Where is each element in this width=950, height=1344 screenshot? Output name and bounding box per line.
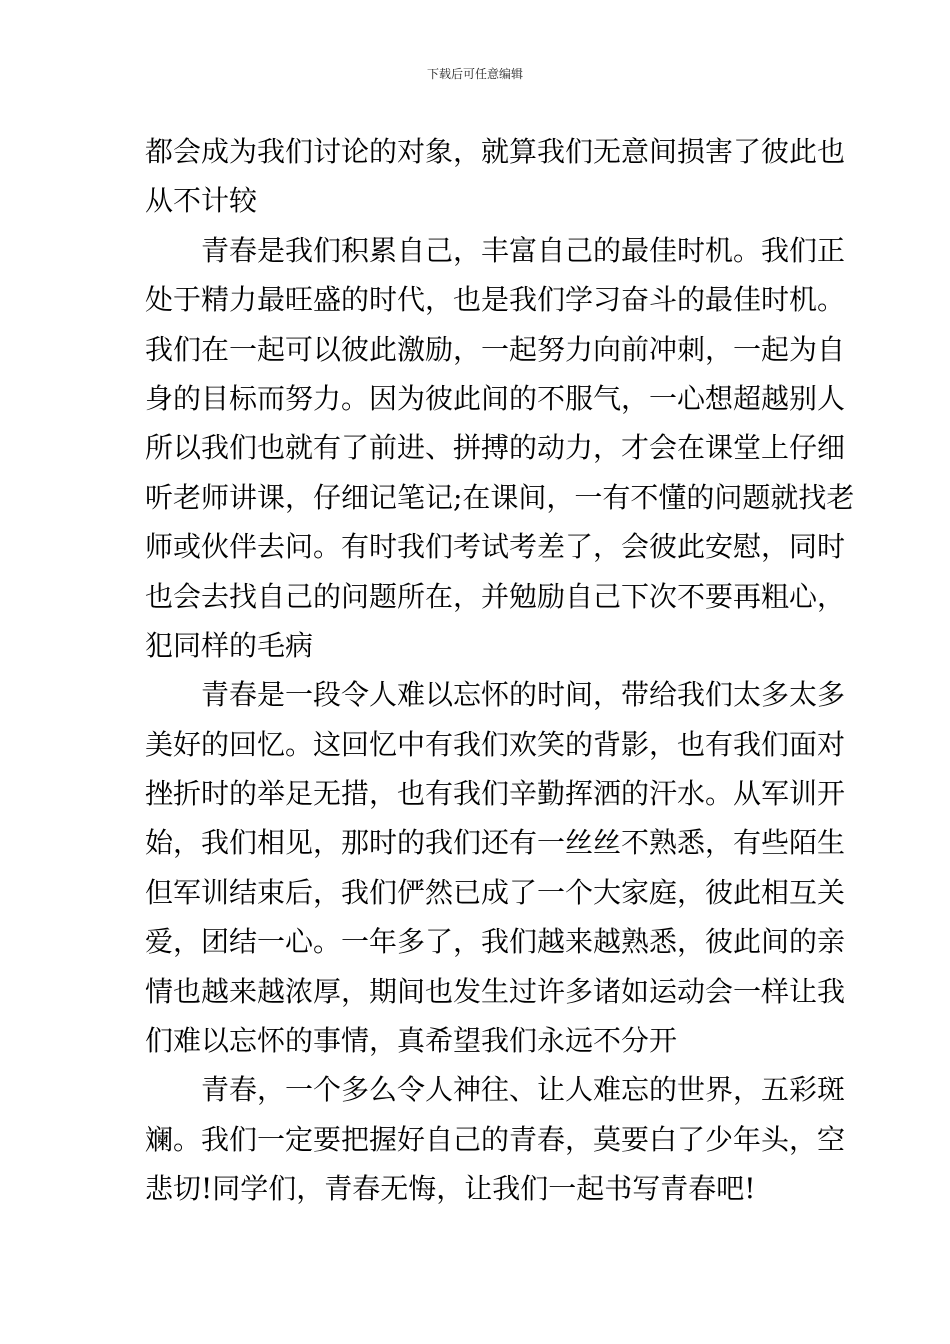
text-line: 斓。我们一定要把握好自己的青春，莫要白了少年头，空	[145, 1122, 846, 1156]
text-line: 身的目标而努力。因为彼此间的不服气，一心想超越别人	[145, 381, 846, 415]
page-header: 下载后可任意编辑	[426, 67, 523, 81]
text-line: 始，我们相见，那时的我们还有一丝丝不熟悉，有些陌生	[145, 826, 846, 860]
text-line: 青春，一个多么令人神往、让人难忘的世界，五彩斑	[201, 1073, 846, 1107]
text-line: 但军训结束后，我们俨然已成了一个大家庭，彼此相互关	[145, 875, 846, 909]
text-line: 也会去找自己的问题所在，并勉励自己下次不要再粗心，	[145, 579, 846, 613]
text-line: 师或伙伴去问。有时我们考试考差了，会彼此安慰，同时	[145, 530, 846, 564]
text-line: 美好的回忆。这回忆中有我们欢笑的背影，也有我们面对	[145, 727, 846, 761]
text-line: 爱，团结一心。一年多了，我们越来越熟悉，彼此间的亲	[145, 925, 846, 959]
text-line: 我们在一起可以彼此激励，一起努力向前冲刺，一起为自	[145, 332, 846, 366]
text-line: 悲切!同学们，青春无悔，让我们一起书写青春吧!	[145, 1172, 756, 1206]
text-line: 处于精力最旺盛的时代，也是我们学习奋斗的最佳时机。	[145, 283, 846, 317]
text-line: 青春是一段令人难以忘怀的时间，带给我们太多太多	[201, 678, 846, 712]
text-line: 犯同样的毛病	[145, 628, 314, 662]
document-body	[145, 127, 855, 1214]
text-line: 都会成为我们讨论的对象，就算我们无意间损害了彼此也	[145, 135, 846, 168]
text-line: 听老师讲课，仔细记笔记;在课间，一有不懂的问题就找老	[145, 480, 855, 514]
text-line: 挫折时的举足无措，也有我们辛勤挥洒的汗水。从军训开	[145, 777, 846, 811]
text-line: 情也越来越浓厚，期间也发生过许多诸如运动会一样让我	[145, 974, 846, 1008]
text-line: 从不计较	[145, 184, 258, 218]
text-line: 青春是我们积累自己，丰富自己的最佳时机。我们正	[201, 233, 846, 267]
text-line: 所以我们也就有了前进、拼搏的动力，才会在课堂上仔细	[145, 431, 846, 465]
text-line: 们难以忘怀的事情，真希望我们永远不分开	[145, 1024, 678, 1058]
